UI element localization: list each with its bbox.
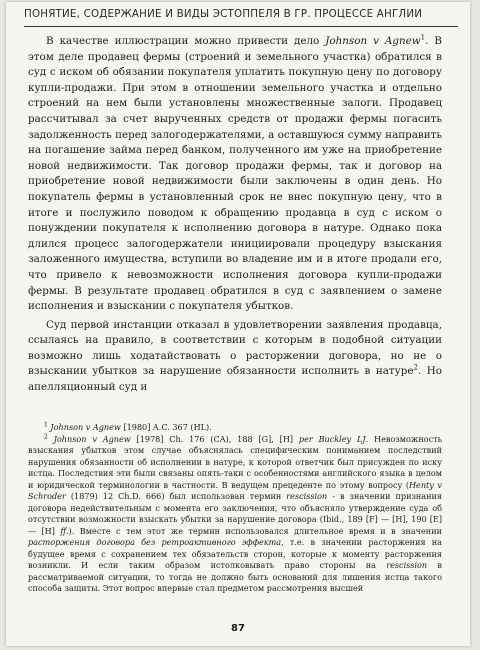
running-header: ПОНЯТИЕ, СОДЕРЖАНИЕ И ВИДЫ ЭСТОППЕЛЯ В ГР. ПРОЦЕССЕ АНГЛИИ: [24, 8, 423, 20]
book-page: [6, 2, 470, 646]
footnote-ref-2[interactable]: 2: [413, 364, 418, 373]
footnote-2: $^2$ Johnson v Agnew [1978] Ch. 176 (CA), 188 [G], [H] per Buckley LJ. Невозможность взыскания убытков этом случае объяснялась специфическим пониманием последствий нарушения обязанности об исполнении в натуре, к которой ответчик был присужден по иску истца. Последствия эти были связаны опять-таки с особенностями английского языка в целом и юридической терминологии в частности. В ведущем прецеденте по этому вопросу (Henty v Schroder (1879) 12 Ch.D. 666) был использован термин rescission - в значении признания договора недействительным с момента его заключения, что объясняло утверждение суда об отсутствии возможности взыскать убытки за нарушение договора (Ibid., 189 [F] — [H], 190 [E] — [H] ff.). Вместе с тем этот же термин использовался длительное время и в значении расторжения договора без ретроактивного эффекта, т.е. в значении расторжения на будущее время с сохранением тех обязательств сторон, которые к моменту расторжения возникли. И если таким образом истолковывать право стороны на rescission в рассматриваемой ситуации, то тогда не должно быть оснований для лишения истца такого способа защиты. Этот вопрос впервые стал предметом рассмотрения высшей: [28, 432, 443, 593]
case-name: Johnson v Agnew: [325, 35, 421, 47]
footnote-ref-1[interactable]: 1: [420, 33, 426, 42]
header-rule: [24, 26, 458, 27]
paragraph-2: Суд первой инстанции отказал в удовлетворении заявления продавца, ссылаясь на правило, в соответствии с которым в подобной ситуации возможно лишь ходатайствовать о расторжении договора, но не о взыскании убытков за нарушение обязанности исполнить в натуре$^2$. Но апелляционный суд и: [28, 318, 442, 394]
main-text: [28, 34, 442, 396]
page-number: 87: [231, 623, 245, 634]
paragraph-1: В качестве иллюстрации можно привести дело Johnson v Agnew$^1$. В этом деле продавец фермы (строений и земельного участка) обратился в суд с иском об обязании покупателя уплатить покупную цену по договору купли-продажи. При этом в отношении земельного участка и отдельно строений на нем были установлены множественные залоги. Продавец рассчитывал за счет вырученных средств от продажи фермы погасить задолженность перед залогодержателями, а оставшуюся сумму направить на погашение займа перед банком, полученного им уже на приобретение новой недвижимости. Так договор продажи фермы, так и договор на приобретение новой недвижимости были заключены в один день. Но покупатель фермы в установленный срок не внес покупную цену, что в итоге и послужило поводом к обращению продавца в суд с иском о понуждении покупателя к исполнению договора в натуре. Однако пока длился процесс залогодержатели инициировали процедуру взыскания заложенного имущества, вступили во владение им и в итоге продали его, что привело к невозможности исполнения договора купли-продажи фермы. В результате продавец обратился в суд с заявлением о замене исполнения и взыскании с покупателя убытков.: [28, 33, 442, 313]
footnotes: [28, 422, 442, 595]
footnote-1: $^1$ Johnson v Agnew [1980] A.C. 367 (HL).: [44, 421, 212, 432]
